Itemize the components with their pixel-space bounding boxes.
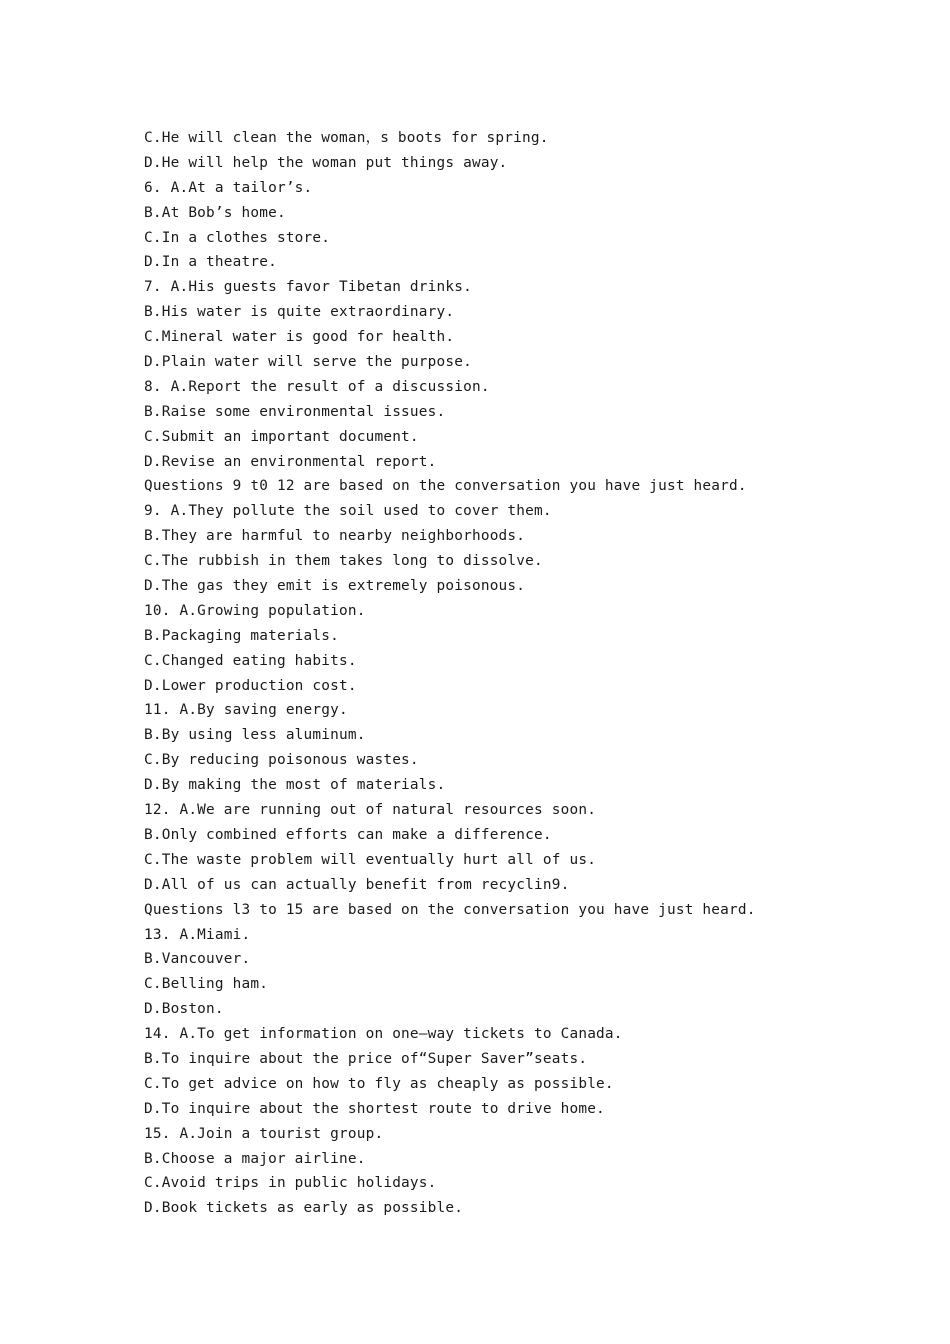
text-line: C.Changed eating habits. [144, 652, 357, 669]
text-line: D.Lower production cost. [144, 677, 357, 694]
text-line: D.Book tickets as early as possible. [144, 1200, 464, 1217]
text-line: D.In a theatre. [144, 254, 277, 271]
text-line: C.Avoid trips in public holidays. [144, 1175, 437, 1192]
text-line: B.At Bob’s home. [144, 204, 286, 221]
text-line: B.Raise some environmental issues. [144, 403, 446, 420]
text-line: C.Mineral water is good for health. [144, 329, 455, 346]
text-line: C.In a clothes store. [144, 229, 331, 246]
text-line: 10. A.Growing population. [144, 602, 366, 619]
text-line: 8. A.Report the result of a discussion. [144, 378, 490, 395]
text-line: B.By using less aluminum. [144, 727, 366, 744]
text-line: D.By making the most of materials. [144, 777, 446, 794]
text-line: B.They are harmful to nearby neighborhoods. [144, 528, 526, 545]
text-line: D.Revise an environmental report. [144, 453, 437, 470]
text-line: C.Belling ham. [144, 976, 269, 993]
text-line: D.He will help the woman put things away. [144, 154, 508, 171]
text-line: 13. A.Miami. [144, 926, 251, 943]
text-line: C.To get advice on how to fly as cheaply as possible. [144, 1075, 614, 1092]
text-line: 6. A.At a tailor’s. [144, 179, 313, 196]
text-line: D.To inquire about the shortest route to drive home. [144, 1100, 605, 1117]
text-line: 7. A.His guests favor Tibetan drinks. [144, 279, 472, 296]
text-line: 12. A.We are running out of natural resources soon. [144, 802, 597, 819]
text-line: 14. A.To get information on one—way tickets to Canada. [144, 1026, 623, 1043]
text-line: D.Plain water will serve the purpose. [144, 354, 472, 371]
text-line: B.Vancouver. [144, 951, 251, 968]
text-line: D.Boston. [144, 1001, 224, 1018]
text-line: C.The rubbish in them takes long to dissolve. [144, 553, 543, 570]
text-line: C.He will clean the woman，s boots for spring. [144, 130, 549, 146]
question-text-block [144, 126, 904, 1221]
text-line: D.The gas they emit is extremely poisonous. [144, 578, 526, 595]
text-line: 11. A.By saving energy. [144, 702, 348, 719]
text-line: D.All of us can actually benefit from recyclin9. [144, 876, 570, 893]
text-line: B.To inquire about the price of“Super Saver”seats. [144, 1050, 588, 1067]
text-line: B.Packaging materials. [144, 627, 340, 644]
text-line: C.Submit an important document. [144, 428, 419, 445]
text-line: 15. A.Join a tourist group. [144, 1125, 384, 1142]
text-line: B.Only combined efforts can make a difference. [144, 826, 552, 843]
text-line: 9. A.They pollute the soil used to cover them. [144, 503, 552, 520]
section-heading: Questions 9 t0 12 are based on the conversation you have just heard. [144, 478, 747, 495]
text-line: C.The waste problem will eventually hurt all of us. [144, 851, 597, 868]
text-line: B.His water is quite extraordinary. [144, 304, 455, 321]
text-line: B.Choose a major airline. [144, 1150, 366, 1167]
section-heading: Questions l3 to 15 are based on the conversation you have just heard. [144, 901, 756, 918]
text-line: C.By reducing poisonous wastes. [144, 752, 419, 769]
